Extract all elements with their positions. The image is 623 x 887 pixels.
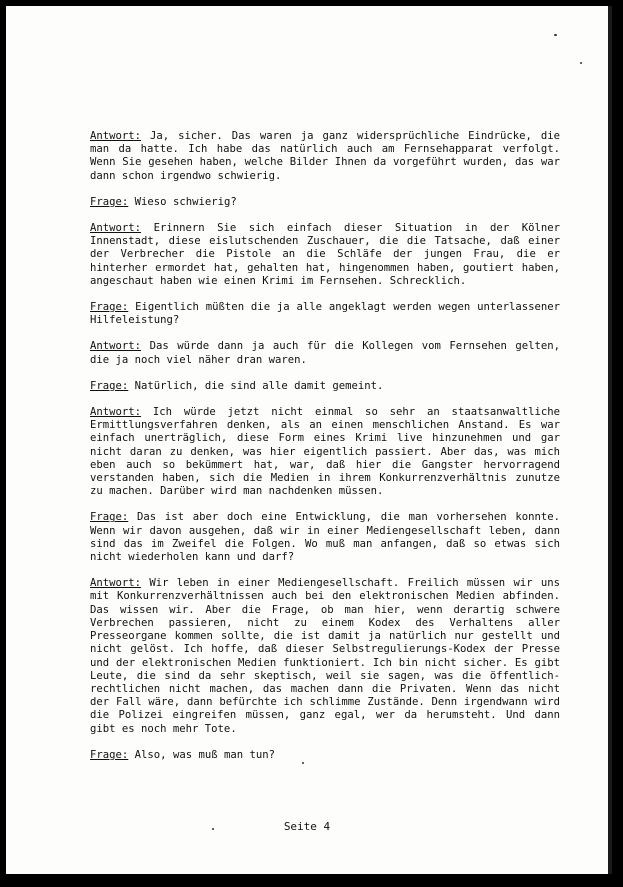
scan-speck: [580, 62, 582, 64]
transcript-block: [90, 380, 560, 393]
block-text: Das ist aber doch eine Entwicklung, die man vorhersehen konnte. Wenn wir davon ausgehen, daß wir in einer Mediengesellschaft leben, dann sind das im Zweifel die Folgen. Wo muß man anfangen, daß so etwas sich nicht wiederholen kann und darf?: [90, 511, 560, 564]
speaker-label: Frage:: [90, 379, 129, 392]
block-text: Das würde dann ja auch für die Kollegen vom Fernsehen gelten, die ja noch viel näher dran waren.: [90, 340, 560, 366]
interview-transcript: [90, 130, 560, 775]
transcript-block: [90, 406, 560, 498]
speaker-label: Frage:: [90, 748, 129, 761]
speaker-label: Frage:: [90, 195, 129, 208]
block-text: Ja, sicher. Das waren ja ganz widersprüchliche Eindrücke, die man da hatte. Ich habe das natürlich auch am Fernsehapparat verfolgt. Wenn Sie gesehen haben, welche Bilder Ihnen da vorgeführt wurden, das war dann schon irgendwo schwierig.: [90, 130, 560, 182]
speaker-label: Frage:: [90, 301, 129, 314]
transcript-block: [90, 130, 560, 183]
block-text: Ich würde jetzt nicht einmal so sehr an staatsanwaltliche Ermittlungsverfahren denken, als an einen menschlichen Anstand. Es war einfach unerträglich, diese Form eines Krimi live hinzunehmen und gar nicht daran zu denken, was hier eigentlich passiert. Aber das, was mich eben auch so bekümmert hat, war, daß hier die Gangster hervorragend verstanden haben, sich die Medien in ihrem Konkurrenzverhältnis zunutze zu machen. Darüber wird man nachdenken müssen.: [90, 406, 560, 498]
block-text: Eigentlich müßten die ja alle angeklagt werden wegen unterlassener Hilfeleistung?: [90, 301, 560, 327]
transcript-block: [90, 196, 560, 209]
scan-speck: [212, 828, 214, 830]
block-text: Erinnern Sie sich einfach dieser Situation in der Kölner Innenstadt, diese eislutschenden Zuschauer, die die Tatsache, daß einer der Verbrecher die Pistole an die Schläfe der jungen Frau, die er hinterher ermordet hat, gehalten hat, hingenommen haben, goutiert haben, angeschaut haben wie einen Krimi im Fernsehen. Schrecklich.: [90, 222, 560, 287]
transcript-block: [90, 511, 560, 564]
transcript-block: [90, 222, 560, 288]
speaker-label: Antwort:: [90, 577, 142, 590]
speaker-label: Antwort:: [90, 406, 142, 419]
block-text: Wieso schwierig?: [134, 195, 237, 208]
speaker-label: Antwort:: [90, 340, 142, 353]
speaker-label: Antwort:: [90, 222, 142, 235]
document-page: [6, 6, 612, 874]
block-text: Natürlich, die sind alle damit gemeint.: [134, 379, 384, 392]
transcript-block: [90, 301, 560, 327]
speaker-label: Antwort:: [90, 130, 142, 142]
transcript-block: [90, 577, 560, 735]
scan-speck: [302, 762, 304, 764]
speaker-label: Frage:: [90, 511, 129, 524]
scan-speck: [554, 34, 557, 36]
page-number: Seite 4: [283, 820, 331, 833]
block-text: Wir leben in einer Mediengesellschaft. Freilich müssen wir uns mit Konkurrenzverhältnissen auch bei den elektronischen Medien abfinden. Das wissen wir. Aber die Frage, ob man hier, wenn derartig schwere Verbrechen passieren, nicht zu einem Kodex des Verhaltens aller Presseorgane kommen sollte, die ist damit ja natürlich nur gestellt und nicht gelöst. Ich hoffe, daß dieser Selbstregulierungs-Kodex der Presse und der elektronischen Medien funktioniert. Ich bin nicht sicher. Es gibt Leute, die sind da sehr skeptisch, weil sie sagen, was die öffentlich-rechtlichen nicht machen, das machen dann die Privaten. Wenn das nicht der Fall wäre, dann befürchte ich schlimme Zustände. Denn irgendwann wird die Polizei eingreifen müssen, ganz egal, wer da herumsteht. Und dann gibt es noch mehr Tote.: [90, 577, 560, 735]
transcript-block: [90, 749, 560, 762]
transcript-block: [90, 340, 560, 366]
block-text: Also, was muß man tun?: [134, 748, 275, 761]
